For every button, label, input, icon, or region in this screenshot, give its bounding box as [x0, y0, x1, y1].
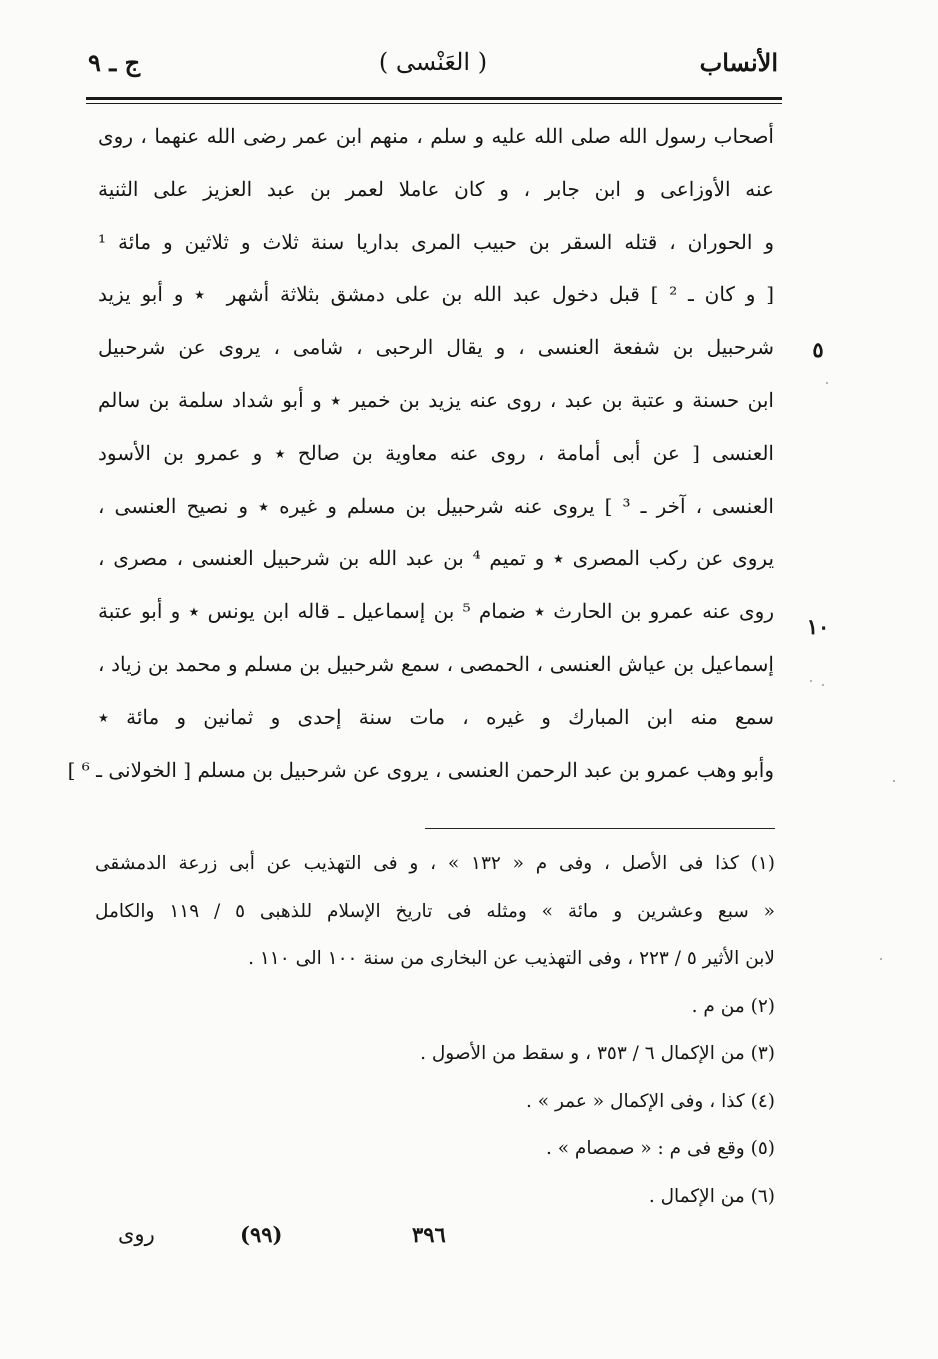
- line-number-5: ٥: [812, 337, 824, 362]
- running-header: [88, 48, 778, 88]
- line-number-10: ١٠: [806, 614, 830, 639]
- scan-speck: [810, 680, 812, 682]
- footnote-3: (٣) من الإكمال ٦ / ٣٥٣ ، و سقط من الأصول .: [420, 1043, 775, 1064]
- text-line-6: ابن حسنة و عتبة بن عبد ، روى عنه يزيد بن خمير ٭ و أبو شداد سلمة بن سالم: [98, 387, 774, 412]
- footnote-2: (٢) من م .: [691, 995, 775, 1017]
- footer-form-number: (٩٩): [240, 1222, 283, 1247]
- footnote-separator: [425, 828, 775, 829]
- text-line-11: إسماعيل بن عياش العنسى ، الحمصى ، سمع شرحبيل بن مسلم و محمد بن زياد ،: [98, 651, 774, 676]
- text-line-10: روى عنه عمرو بن الحارث ٭ ضمام ⁵ بن إسماعيل ـ قاله ابن يونس ٭ و أبو عتبة: [98, 599, 774, 624]
- footer-signature: روى: [118, 1222, 155, 1246]
- header-book-title: الأنساب: [699, 48, 778, 77]
- footnotes-block: [95, 840, 775, 1220]
- text-line-1: أصحاب رسول الله صلى الله عليه و سلم ، منهم ابن عمر رضى الله عنهما ، روى: [98, 124, 774, 148]
- text-line-7: العنسى [ عن أبى أمامة ، روى عنه معاوية بن صالح ٭ و عمرو بن الأسود: [98, 440, 774, 465]
- footnote-5: (٥) وقع فى م : « صمصام » .: [545, 1138, 775, 1159]
- text-line-3: و الحوران ، قتله السقر بن حبيب المرى بداريا سنة ثلاث و ثلاثين و مائة ¹: [98, 229, 774, 254]
- footnote-1-line-3: لابن الأثير ٥ / ٢٢٣ ، وفى التهذيب عن البخارى من سنة ١٠٠ الى ١١٠ .: [248, 948, 775, 969]
- scan-speck: [826, 382, 828, 384]
- text-line-12: سمع منه ابن المبارك و غيره ، مات سنة إحدى و ثمانين و مائة ٭: [98, 704, 774, 729]
- footer-page-number: ٣٩٦: [412, 1222, 446, 1247]
- text-line-2: عنه الأوزاعى و ابن جابر ، و كان عاملا لعمر بن عبد العزيز على الثنية: [98, 176, 774, 201]
- scan-speck: [893, 780, 895, 782]
- page-footer: [0, 1222, 938, 1256]
- footnote-6: (٦) من الإكمال .: [648, 1185, 775, 1207]
- header-section-title: ( العَنْسى ): [378, 48, 488, 76]
- scan-speck: [880, 958, 882, 960]
- scan-speck: [822, 684, 824, 686]
- header-volume-number: ج ـ ٩: [88, 48, 141, 77]
- text-line-13: وأبو وهب عمرو بن عبد الرحمن العنسى ، يروى عن شرحبيل بن مسلم [ الخولانى ـ ⁶ ]: [67, 757, 774, 782]
- header-rule-thin: [86, 103, 782, 104]
- footnote-1-line-1: (١) كذا فى الأصل ، وفى م « ١٣٢ » ، و فى التهذيب عن أبى زرعة الدمشقى: [95, 853, 775, 874]
- header-rule-thick: [86, 97, 782, 100]
- footnote-1-line-2: « سبع وعشرين و مائة » ومثله فى تاريخ الإسلام للذهبى ٥ / ١١٩ والكامل: [95, 900, 775, 922]
- footnote-4: (٤) كذا ، وفى الإكمال « عمر » .: [526, 1090, 775, 1112]
- text-line-9: يروى عن ركب المصرى ٭ و تميم ⁴ بن عبد الله بن شرحبيل العنسى ، مصرى ،: [98, 546, 775, 571]
- text-line-5: شرحبيل بن شفعة العنسى ، و يقال الرحبى ، شامى ، يروى عن شرحبيل: [98, 335, 774, 360]
- main-text-block: [67, 110, 775, 820]
- text-line-4: [ و كان ـ ² ] قبل دخول عبد الله بن على دمشق بثلاثة أشهر ‌ ٭ و أبو يزيد: [98, 282, 774, 307]
- text-line-8: العنسى ، آخر ـ ³ ] يروى عنه شرحبيل بن مسلم و غيره ٭ و نصيح العنسى ،: [98, 493, 774, 518]
